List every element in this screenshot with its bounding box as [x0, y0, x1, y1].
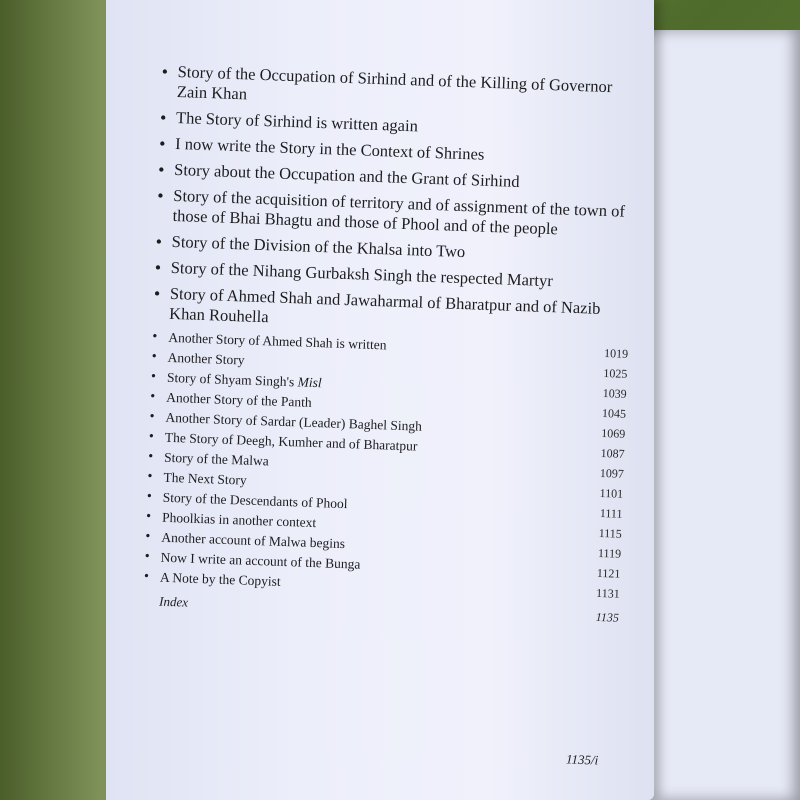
entry-title: Another Story of Ahmed Shah is written	[168, 329, 387, 353]
bullet-icon: •	[155, 231, 163, 252]
bullet-icon: •	[145, 529, 151, 545]
entry-title: Story of the Descendants of Phool	[162, 489, 348, 512]
bullet-icon: •	[159, 107, 167, 128]
entry-page-number: 1087	[600, 445, 625, 461]
entry-title: Another Story of the Panth	[166, 389, 312, 410]
bullet-icon: •	[156, 185, 164, 206]
entry-title: Another Story of Sardar (Leader) Baghel Singh	[165, 409, 423, 434]
bullet-icon: •	[152, 329, 158, 345]
bullet-icon: •	[150, 369, 157, 385]
bullet-icon: •	[153, 283, 161, 304]
entry-page-number: 1115	[598, 525, 623, 541]
entry-page-number: 1039	[602, 386, 627, 401]
bullet-icon: •	[147, 449, 154, 465]
entry-page-number: 1119	[597, 545, 622, 561]
entry-title: Story of the Occupation of Sirhind and of the Killing of Governor Zain Khan	[176, 62, 613, 104]
entry-title: The Story of Sirhind is written again	[175, 107, 419, 136]
entry-title: I now write the Story in the Context of Shrines	[174, 133, 485, 164]
index-label: Index	[158, 593, 189, 610]
bullet-icon: •	[151, 349, 157, 365]
bullet-icon: •	[161, 61, 169, 82]
bullet-icon: •	[150, 389, 156, 405]
entry-page-number: 1131	[595, 585, 620, 601]
entry-page-number: 1069	[601, 426, 626, 441]
left-shadow	[0, 0, 120, 800]
entry-title: Story of the Division of the Khalsa into Two	[171, 231, 466, 262]
bullet-icon: •	[158, 133, 166, 154]
entry-title-main: Story of Shyam Singh's	[166, 369, 298, 390]
book-page	[106, 0, 654, 800]
bullet-icon: •	[149, 409, 155, 425]
bullet-icon: •	[145, 509, 152, 525]
entry-title: Story about the Occupation and the Grant of Sirhind	[173, 159, 520, 191]
entry-title: Phoolkias in another context	[161, 509, 317, 531]
entry-page-number: 1111	[599, 506, 623, 521]
entry-title: Story of the Nihang Gurbaksh Singh the respected Martyr	[170, 257, 554, 291]
bullet-icon: •	[143, 569, 150, 585]
entry-title: Another account of Malwa begins	[161, 529, 346, 552]
entry-title: Story of the acquisition of territory and of assignment of the town of those of Bhai Bhagtu and those of Phool and of the people	[172, 185, 626, 239]
entry-title: The Next Story	[163, 469, 247, 488]
entry-title: A Note by the Copyist	[159, 569, 281, 589]
entry-page-number: 1019	[603, 346, 629, 361]
bullet-icon: •	[148, 429, 155, 445]
bullet-icon: •	[146, 489, 152, 505]
table-of-contents	[143, 61, 638, 630]
entry-title: Another Story	[167, 349, 245, 368]
entry-page-number: 1025	[603, 366, 628, 381]
entry-title-italic: Misl	[297, 374, 322, 391]
entry-page-number: 1045	[601, 406, 627, 421]
bullet-icon: •	[154, 257, 162, 278]
entry-page-number: 1101	[599, 485, 624, 501]
entry-page-number: 1097	[599, 465, 625, 481]
entry-page-number: 1121	[596, 565, 621, 581]
entry-title: Story of the Malwa	[163, 449, 270, 469]
entry-title: Now I write an account of the Bunga	[160, 549, 361, 572]
bullet-icon: •	[157, 159, 165, 180]
page-folio: 1135/i	[565, 751, 599, 768]
facing-page	[630, 30, 800, 800]
entry-title: The Story of Deegh, Kumher and of Bharatpur	[164, 429, 418, 454]
entry-title: Story of Ahmed Shah and Jawaharmal of Bharatpur and of Nazib Khan Rouhella	[168, 283, 601, 327]
index-page-number: 1135	[595, 609, 620, 625]
bullet-icon: •	[147, 469, 153, 485]
bullet-icon: •	[144, 549, 150, 565]
